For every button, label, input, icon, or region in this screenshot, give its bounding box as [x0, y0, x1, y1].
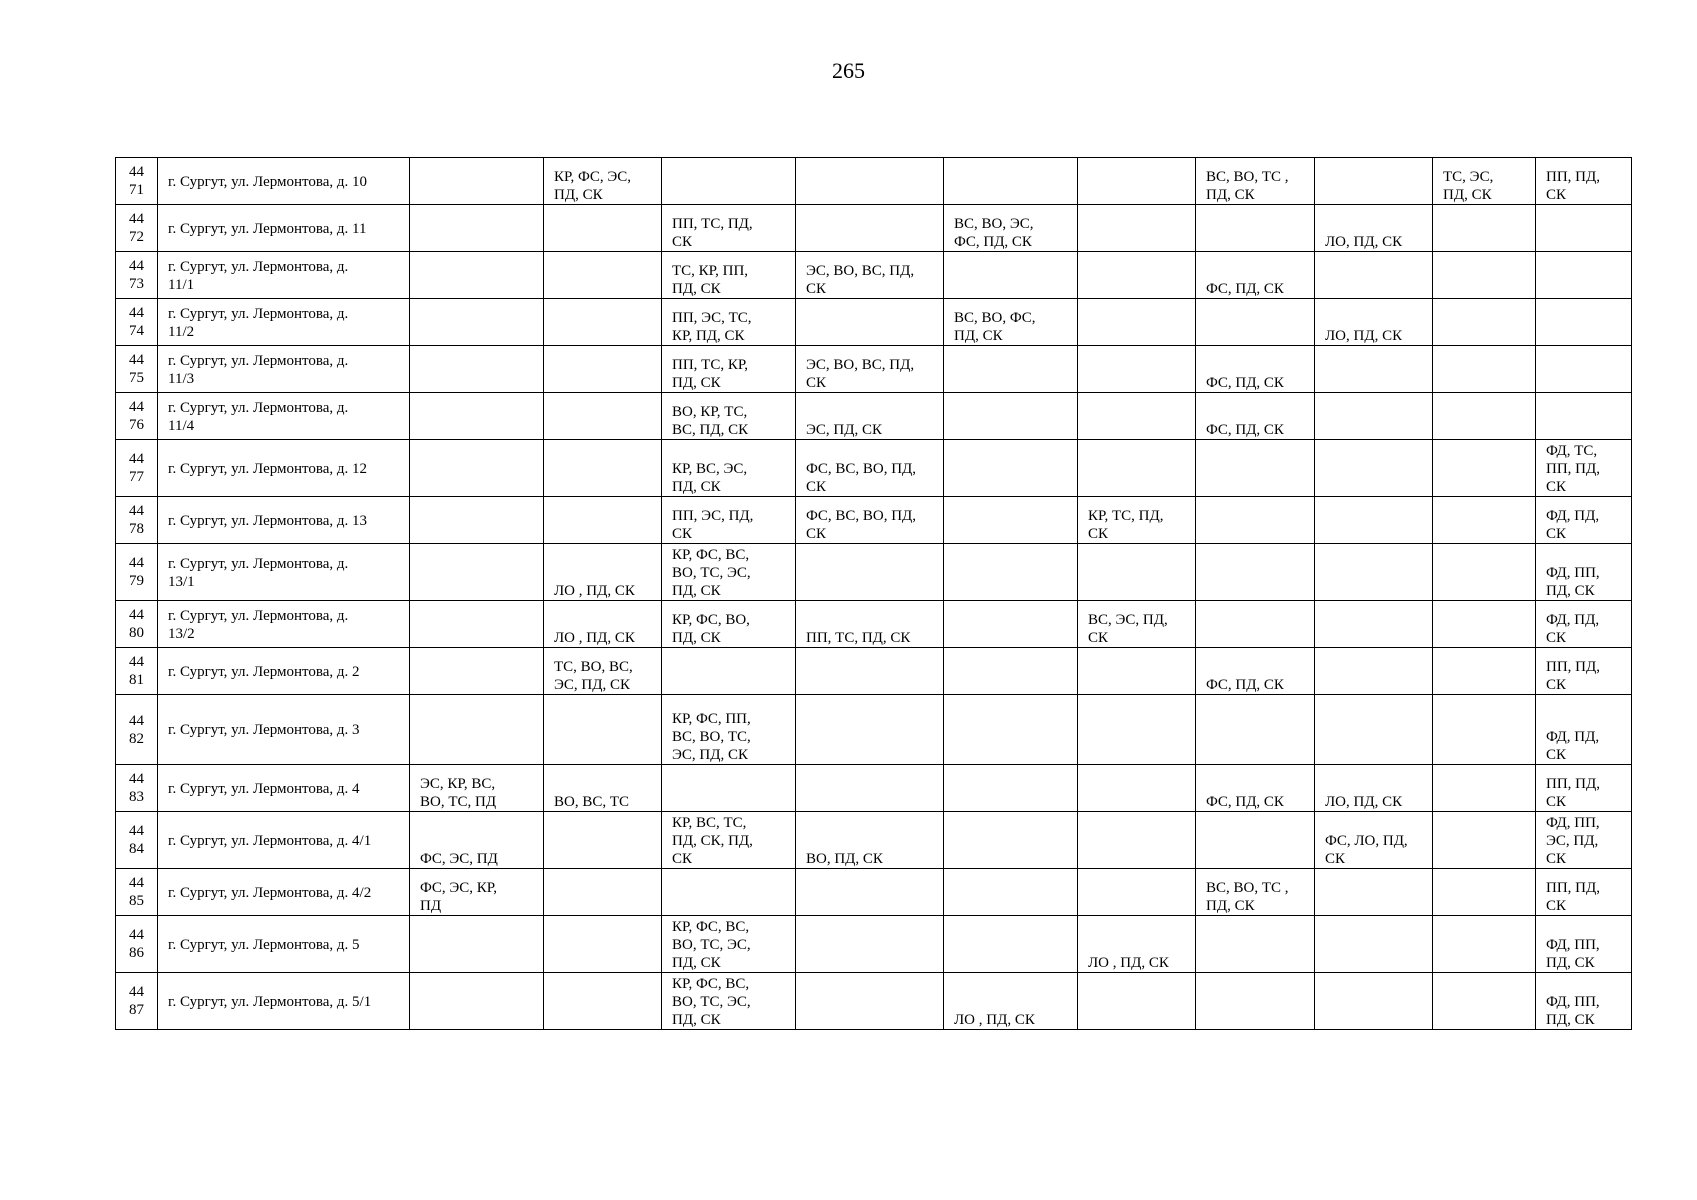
work-type-cell	[1433, 973, 1536, 1030]
work-type-cell	[944, 869, 1078, 916]
work-type-cell: ФС, ПД, СК	[1196, 252, 1315, 299]
work-type-cell	[1078, 252, 1196, 299]
row-number: 44 87	[116, 973, 158, 1030]
work-type-cell	[544, 695, 662, 765]
work-type-cell: ФС, ЭС, КР, ПД	[410, 869, 544, 916]
row-number: 44 74	[116, 299, 158, 346]
address-cell: г. Сургут, ул. Лермонтова, д. 13/2	[158, 601, 410, 648]
work-type-cell	[1078, 812, 1196, 869]
work-type-cell	[1078, 346, 1196, 393]
row-number: 44 71	[116, 158, 158, 205]
work-type-cell	[1536, 205, 1632, 252]
work-type-cell	[410, 299, 544, 346]
work-type-cell: ВС, ВО, ТС , ПД, СК	[1196, 869, 1315, 916]
work-type-cell	[944, 916, 1078, 973]
work-type-cell	[1196, 601, 1315, 648]
work-type-cell	[1196, 299, 1315, 346]
work-type-cell	[796, 205, 944, 252]
work-type-cell	[544, 205, 662, 252]
work-type-cell	[1196, 695, 1315, 765]
work-type-cell: ЛО, ПД, СК	[1315, 299, 1433, 346]
work-type-cell	[544, 916, 662, 973]
table-row	[116, 346, 1632, 393]
work-type-cell	[1078, 973, 1196, 1030]
work-type-cell	[410, 916, 544, 973]
row-number: 44 79	[116, 544, 158, 601]
table-row	[116, 544, 1632, 601]
work-type-cell	[544, 973, 662, 1030]
work-type-cell	[1315, 601, 1433, 648]
work-type-cell	[410, 158, 544, 205]
work-type-cell	[1078, 765, 1196, 812]
work-type-cell	[1433, 346, 1536, 393]
table-row	[116, 695, 1632, 765]
address-cell: г. Сургут, ул. Лермонтова, д. 2	[158, 648, 410, 695]
work-type-cell	[944, 601, 1078, 648]
work-type-cell: ФД, ПД, СК	[1536, 497, 1632, 544]
row-number: 44 80	[116, 601, 158, 648]
row-number: 44 73	[116, 252, 158, 299]
work-type-cell	[796, 973, 944, 1030]
work-type-cell	[662, 869, 796, 916]
work-type-cell	[1433, 393, 1536, 440]
work-type-cell: ФД, ПП, ПД, СК	[1536, 544, 1632, 601]
work-type-cell	[410, 973, 544, 1030]
work-type-cell: КР, ФС, ВС, ВО, ТС, ЭС, ПД, СК	[662, 973, 796, 1030]
work-type-cell: ФС, ПД, СК	[1196, 648, 1315, 695]
address-cell: г. Сургут, ул. Лермонтова, д. 11/2	[158, 299, 410, 346]
work-type-cell: ФД, ТС, ПП, ПД, СК	[1536, 440, 1632, 497]
address-cell: г. Сургут, ул. Лермонтова, д. 11/1	[158, 252, 410, 299]
work-type-cell	[1315, 695, 1433, 765]
work-type-cell: ЛО , ПД, СК	[944, 973, 1078, 1030]
work-type-cell	[1196, 544, 1315, 601]
work-type-cell: ФС, ВС, ВО, ПД, СК	[796, 440, 944, 497]
table-row	[116, 869, 1632, 916]
work-type-cell: ПП, ТС, КР, ПД, СК	[662, 346, 796, 393]
work-type-cell	[796, 695, 944, 765]
table-row	[116, 158, 1632, 205]
table-row	[116, 393, 1632, 440]
work-type-cell	[796, 299, 944, 346]
work-type-cell	[1196, 440, 1315, 497]
work-type-cell	[944, 158, 1078, 205]
work-type-cell: ВС, ВО, ЭС, ФС, ПД, СК	[944, 205, 1078, 252]
work-type-cell: ВС, ЭС, ПД, СК	[1078, 601, 1196, 648]
work-type-cell	[796, 869, 944, 916]
work-type-cell	[1433, 205, 1536, 252]
work-type-cell	[1536, 393, 1632, 440]
work-type-cell	[544, 252, 662, 299]
work-type-cell	[410, 497, 544, 544]
work-type-cell	[1315, 916, 1433, 973]
row-number: 44 81	[116, 648, 158, 695]
work-type-cell	[410, 440, 544, 497]
work-type-cell: ПП, ПД, СК	[1536, 158, 1632, 205]
work-type-cell	[796, 916, 944, 973]
work-type-cell: ФС, ПД, СК	[1196, 346, 1315, 393]
address-cell: г. Сургут, ул. Лермонтова, д. 12	[158, 440, 410, 497]
address-cell: г. Сургут, ул. Лермонтова, д. 10	[158, 158, 410, 205]
work-type-cell	[944, 765, 1078, 812]
work-type-cell: ФС, ПД, СК	[1196, 765, 1315, 812]
work-type-cell	[796, 544, 944, 601]
page-number: 265	[832, 58, 865, 83]
row-number: 44 83	[116, 765, 158, 812]
work-type-cell	[944, 393, 1078, 440]
table-row	[116, 812, 1632, 869]
work-type-cell	[944, 497, 1078, 544]
work-type-cell: ЛО, ПД, СК	[1315, 205, 1433, 252]
work-type-cell	[1315, 393, 1433, 440]
work-type-cell	[796, 765, 944, 812]
work-type-cell	[1433, 544, 1536, 601]
table-row	[116, 440, 1632, 497]
work-type-cell	[796, 158, 944, 205]
work-type-cell	[662, 158, 796, 205]
work-type-cell: КР, ВС, ЭС, ПД, СК	[662, 440, 796, 497]
work-type-cell: ТС, ЭС, ПД, СК	[1433, 158, 1536, 205]
work-type-cell: ТС, КР, ПП, ПД, СК	[662, 252, 796, 299]
work-type-cell	[1433, 695, 1536, 765]
buildings-table	[115, 157, 1632, 1030]
table-row	[116, 497, 1632, 544]
work-type-cell: ЛО , ПД, СК	[544, 601, 662, 648]
work-type-cell: ВО, ПД, СК	[796, 812, 944, 869]
work-type-cell	[944, 440, 1078, 497]
work-type-cell	[410, 601, 544, 648]
work-type-cell	[1433, 916, 1536, 973]
table-row	[116, 601, 1632, 648]
work-type-cell	[1315, 158, 1433, 205]
work-type-cell: ТС, ВО, ВС, ЭС, ПД, СК	[544, 648, 662, 695]
work-type-cell	[1196, 205, 1315, 252]
work-type-cell	[1433, 497, 1536, 544]
work-type-cell	[1078, 869, 1196, 916]
work-type-cell: ЛО , ПД, СК	[544, 544, 662, 601]
work-type-cell: ЭС, ВО, ВС, ПД, СК	[796, 252, 944, 299]
work-type-cell	[1078, 440, 1196, 497]
work-type-cell: ЭС, КР, ВС, ВО, ТС, ПД	[410, 765, 544, 812]
work-type-cell	[1433, 252, 1536, 299]
work-type-cell	[410, 393, 544, 440]
address-cell: г. Сургут, ул. Лермонтова, д. 4	[158, 765, 410, 812]
work-type-cell: ПП, ПД, СК	[1536, 765, 1632, 812]
work-type-cell: КР, ВС, ТС, ПД, СК, ПД, СК	[662, 812, 796, 869]
address-cell: г. Сургут, ул. Лермонтова, д. 11	[158, 205, 410, 252]
work-type-cell: КР, ФС, ВС, ВО, ТС, ЭС, ПД, СК	[662, 916, 796, 973]
work-type-cell: ПП, ПД, СК	[1536, 869, 1632, 916]
work-type-cell	[1196, 916, 1315, 973]
work-type-cell	[662, 648, 796, 695]
work-type-cell	[1315, 973, 1433, 1030]
work-type-cell	[944, 544, 1078, 601]
work-type-cell	[1196, 812, 1315, 869]
work-type-cell	[544, 299, 662, 346]
work-type-cell	[1078, 158, 1196, 205]
work-type-cell: ФД, ПД, СК	[1536, 601, 1632, 648]
work-type-cell	[944, 812, 1078, 869]
work-type-cell	[944, 648, 1078, 695]
work-type-cell: ВО, ВС, ТС	[544, 765, 662, 812]
work-type-cell	[544, 869, 662, 916]
address-cell: г. Сургут, ул. Лермонтова, д. 4/1	[158, 812, 410, 869]
work-type-cell	[1196, 973, 1315, 1030]
work-type-cell: ВС, ВО, ФС, ПД, СК	[944, 299, 1078, 346]
work-type-cell: ФС, ЛО, ПД, СК	[1315, 812, 1433, 869]
row-number: 44 72	[116, 205, 158, 252]
work-type-cell	[1078, 695, 1196, 765]
work-type-cell	[1196, 497, 1315, 544]
work-type-cell	[944, 695, 1078, 765]
work-type-cell: ЛО , ПД, СК	[1078, 916, 1196, 973]
address-cell: г. Сургут, ул. Лермонтова, д. 5	[158, 916, 410, 973]
address-cell: г. Сургут, ул. Лермонтова, д. 11/3	[158, 346, 410, 393]
work-type-cell	[544, 440, 662, 497]
work-type-cell	[1536, 346, 1632, 393]
work-type-cell: ПП, ЭС, ТС, КР, ПД, СК	[662, 299, 796, 346]
work-type-cell	[1433, 648, 1536, 695]
work-type-cell: ВС, ВО, ТС , ПД, СК	[1196, 158, 1315, 205]
table-row	[116, 299, 1632, 346]
work-type-cell	[944, 252, 1078, 299]
address-cell: г. Сургут, ул. Лермонтова, д. 5/1	[158, 973, 410, 1030]
work-type-cell	[544, 346, 662, 393]
work-type-cell: ФС, ВС, ВО, ПД, СК	[796, 497, 944, 544]
work-type-cell: ЭС, ВО, ВС, ПД, СК	[796, 346, 944, 393]
work-type-cell: ФД, ПП, ЭС, ПД, СК	[1536, 812, 1632, 869]
work-type-cell: КР, ФС, ВО, ПД, СК	[662, 601, 796, 648]
work-type-cell	[1315, 346, 1433, 393]
work-type-cell: ФС, ЭС, ПД	[410, 812, 544, 869]
row-number: 44 82	[116, 695, 158, 765]
work-type-cell	[1536, 299, 1632, 346]
address-cell: г. Сургут, ул. Лермонтова, д. 11/4	[158, 393, 410, 440]
work-type-cell	[1078, 648, 1196, 695]
work-type-cell	[410, 544, 544, 601]
work-type-cell	[410, 648, 544, 695]
address-cell: г. Сургут, ул. Лермонтова, д. 13/1	[158, 544, 410, 601]
work-type-cell	[1315, 440, 1433, 497]
work-type-cell	[796, 648, 944, 695]
work-type-cell	[1433, 765, 1536, 812]
work-type-cell	[1433, 440, 1536, 497]
row-number: 44 75	[116, 346, 158, 393]
work-type-cell	[410, 205, 544, 252]
work-type-cell	[544, 812, 662, 869]
address-cell: г. Сургут, ул. Лермонтова, д. 4/2	[158, 869, 410, 916]
work-type-cell: ПП, ТС, ПД, СК	[662, 205, 796, 252]
work-type-cell	[544, 497, 662, 544]
row-number: 44 76	[116, 393, 158, 440]
work-type-cell: КР, ФС, ПП, ВС, ВО, ТС, ЭС, ПД, СК	[662, 695, 796, 765]
work-type-cell: ФС, ПД, СК	[1196, 393, 1315, 440]
work-type-cell: ФД, ПП, ПД, СК	[1536, 916, 1632, 973]
work-type-cell: КР, ФС, ЭС, ПД, СК	[544, 158, 662, 205]
address-cell: г. Сургут, ул. Лермонтова, д. 13	[158, 497, 410, 544]
work-type-cell	[1536, 252, 1632, 299]
work-type-cell	[1315, 544, 1433, 601]
work-type-cell: ЛО, ПД, СК	[1315, 765, 1433, 812]
work-type-cell	[944, 346, 1078, 393]
work-type-cell	[1078, 393, 1196, 440]
row-number: 44 84	[116, 812, 158, 869]
work-type-cell: КР, ТС, ПД, СК	[1078, 497, 1196, 544]
row-number: 44 78	[116, 497, 158, 544]
row-number: 44 85	[116, 869, 158, 916]
work-type-cell	[410, 252, 544, 299]
table-row	[116, 648, 1632, 695]
work-type-cell	[1315, 497, 1433, 544]
table-row	[116, 765, 1632, 812]
work-type-cell: ПП, ПД, СК	[1536, 648, 1632, 695]
work-type-cell	[1433, 601, 1536, 648]
work-type-cell: ФД, ПД, СК	[1536, 695, 1632, 765]
work-type-cell: ПП, ЭС, ПД, СК	[662, 497, 796, 544]
work-type-cell	[1315, 648, 1433, 695]
row-number: 44 86	[116, 916, 158, 973]
work-type-cell	[1315, 869, 1433, 916]
work-type-cell	[410, 695, 544, 765]
work-type-cell	[1433, 869, 1536, 916]
row-number: 44 77	[116, 440, 158, 497]
table-row	[116, 252, 1632, 299]
work-type-cell: ПП, ТС, ПД, СК	[796, 601, 944, 648]
work-type-cell	[1315, 252, 1433, 299]
work-type-cell	[544, 393, 662, 440]
work-type-cell: ВО, КР, ТС, ВС, ПД, СК	[662, 393, 796, 440]
work-type-cell: КР, ФС, ВС, ВО, ТС, ЭС, ПД, СК	[662, 544, 796, 601]
table-row	[116, 205, 1632, 252]
work-type-cell	[1433, 812, 1536, 869]
work-type-cell: ЭС, ПД, СК	[796, 393, 944, 440]
work-type-cell: ФД, ПП, ПД, СК	[1536, 973, 1632, 1030]
work-type-cell	[410, 346, 544, 393]
work-type-cell	[662, 765, 796, 812]
work-type-cell	[1433, 299, 1536, 346]
table-row	[116, 916, 1632, 973]
work-type-cell	[1078, 205, 1196, 252]
work-type-cell	[1078, 544, 1196, 601]
address-cell: г. Сургут, ул. Лермонтова, д. 3	[158, 695, 410, 765]
table-row	[116, 973, 1632, 1030]
work-type-cell	[1078, 299, 1196, 346]
